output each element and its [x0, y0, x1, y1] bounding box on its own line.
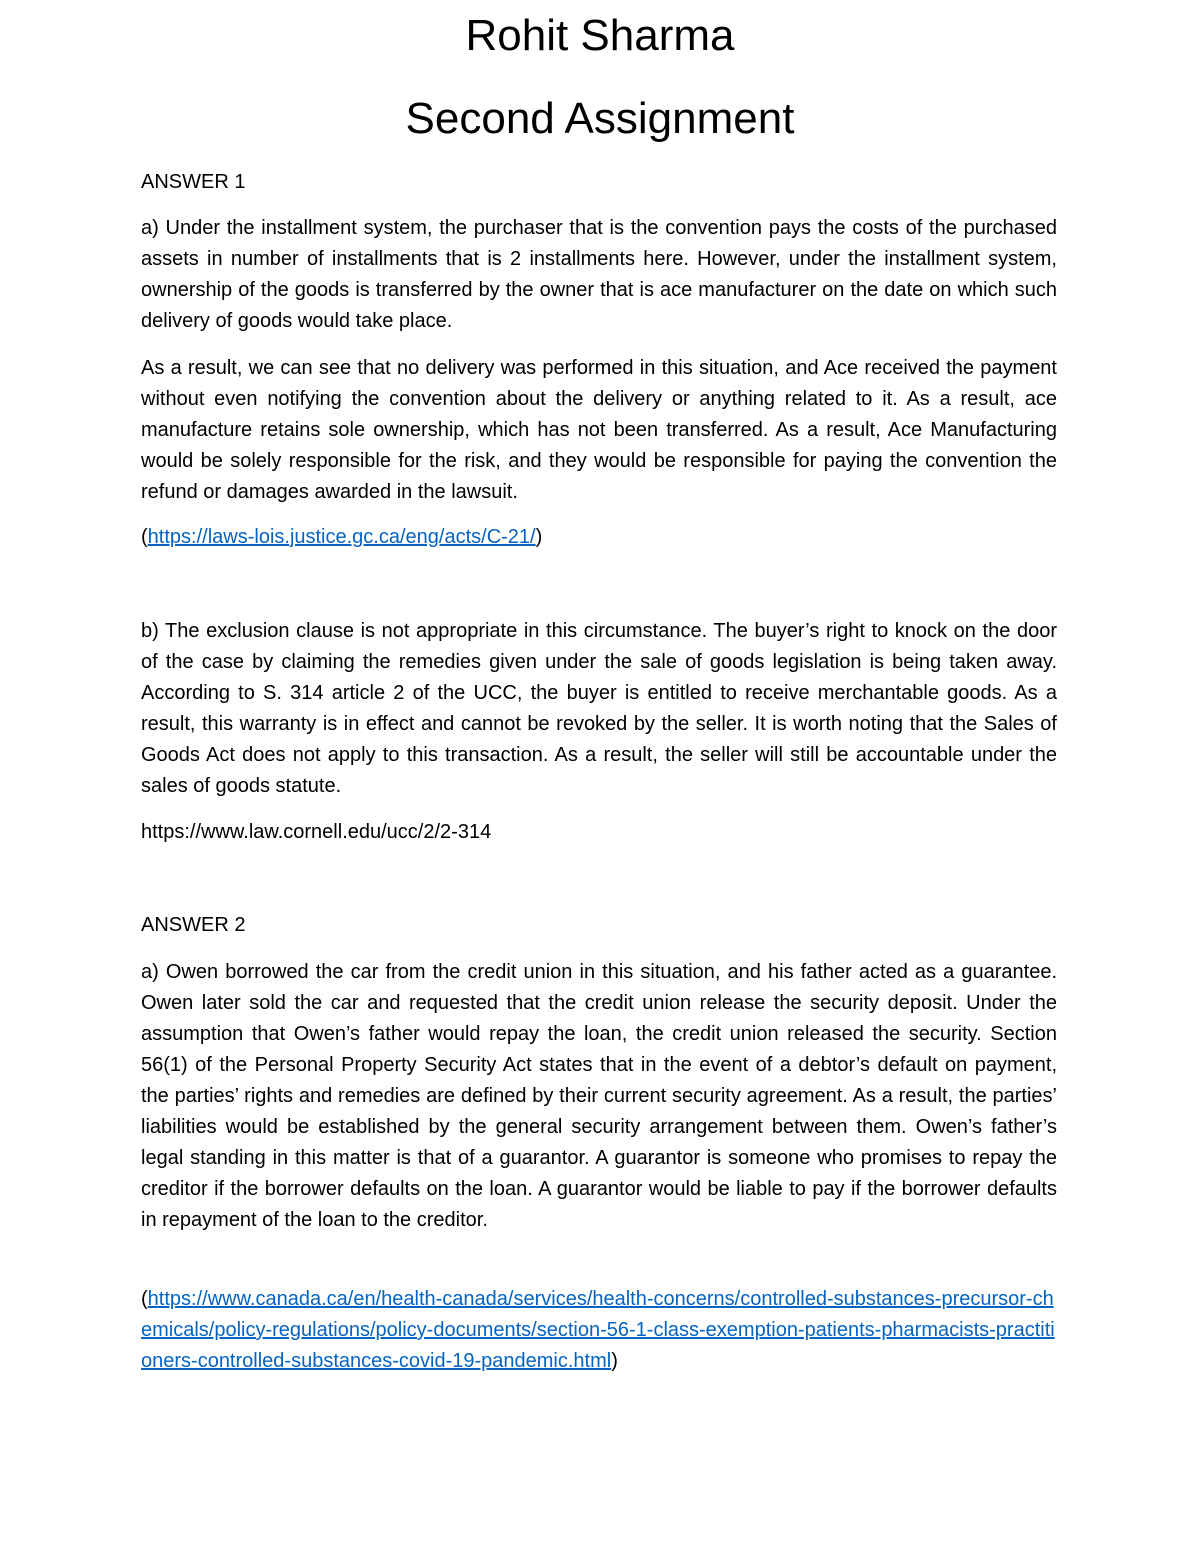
author-name: Rohit Sharma: [465, 11, 735, 60]
answer-2a-paragraph: a) Owen borrowed the car from the credit union in this situation, and his father acted as a guarantee. Owen later sold the car and requested that the credit union release the security deposit. Under the assumption that Owen’s father would repay the loan, the credit union released the security. Section 56(1) of the Personal Property Security Act states that in the event of a debtor’s default on payment, the parties’ rights and remedies are defined by their current security agreement. As a result, the parties’ liabilities would be established by the general security arrangement between them. Owen’s father’s legal standing in this matter is that of a guarantor. A guarantor is someone who promises to repay the creditor if the borrower defaults on the loan. A guarantor would be liable to pay if the borrower defaults in repayment of the loan to the creditor.: [141, 961, 1057, 1231]
answer-1a-paragraph-1: a) Under the installment system, the purchaser that is the convention pays the costs of the purchased assets in number of installments that is 2 installments here. However, under the installment system, ownership of the goods is transferred by the owner that is ace manufacturer on the date on which such delivery of goods would take place.: [141, 217, 1057, 332]
reference-open-paren: (: [141, 526, 148, 548]
reference-link-justice-laws[interactable]: https://laws-lois.justice.gc.ca/eng/acts/C-21/: [147, 526, 536, 548]
answer-1-heading: ANSWER 1: [141, 171, 246, 193]
answer-2-heading: ANSWER 2: [141, 914, 246, 936]
answer-2a-reference: [141, 1284, 1057, 1377]
reference-close-paren: ): [611, 1350, 618, 1372]
document-title: Second Assignment: [405, 94, 795, 143]
reference-link-canada-health[interactable]: https://www.canada.ca/en/health-canada/services/health-concerns/controlled-substances-precursor-chemicals/policy-regulations/policy-documents/section-56-1-class-exemption-patients-pharmacists-practitioners-controlled-substances-covid-19-pandemic.html: [141, 1288, 1055, 1372]
answer-1a-reference: [141, 522, 1057, 553]
answer-1b-paragraph: b) The exclusion clause is not appropriate in this circumstance. The buyer’s right to knock on the door of the case by claiming the remedies given under the sale of goods legislation is being taken away. According to S. 314 article 2 of the UCC, the buyer is entitled to receive merchantable goods. As a result, this warranty is in effect and cannot be revoked by the seller. It is worth noting that the Sales of Goods Act does not apply to this transaction. As a result, the seller will still be accountable under the sales of goods statute.: [141, 620, 1057, 797]
reference-close-paren: ): [535, 526, 543, 548]
answer-1b-reference: https://www.law.cornell.edu/ucc/2/2-314: [141, 821, 492, 843]
answer-1a-paragraph-2: As a result, we can see that no delivery was performed in this situation, and Ace received the payment without even notifying the convention about the delivery or anything related to it. As a result, ace manufacture retains sole ownership, which has not been transferred. As a result, Ace Manufacturing would be solely responsible for the risk, and they would be responsible for paying the convention the refund or damages awarded in the lawsuit.: [141, 357, 1057, 503]
reference-open-paren: (: [141, 1288, 148, 1310]
